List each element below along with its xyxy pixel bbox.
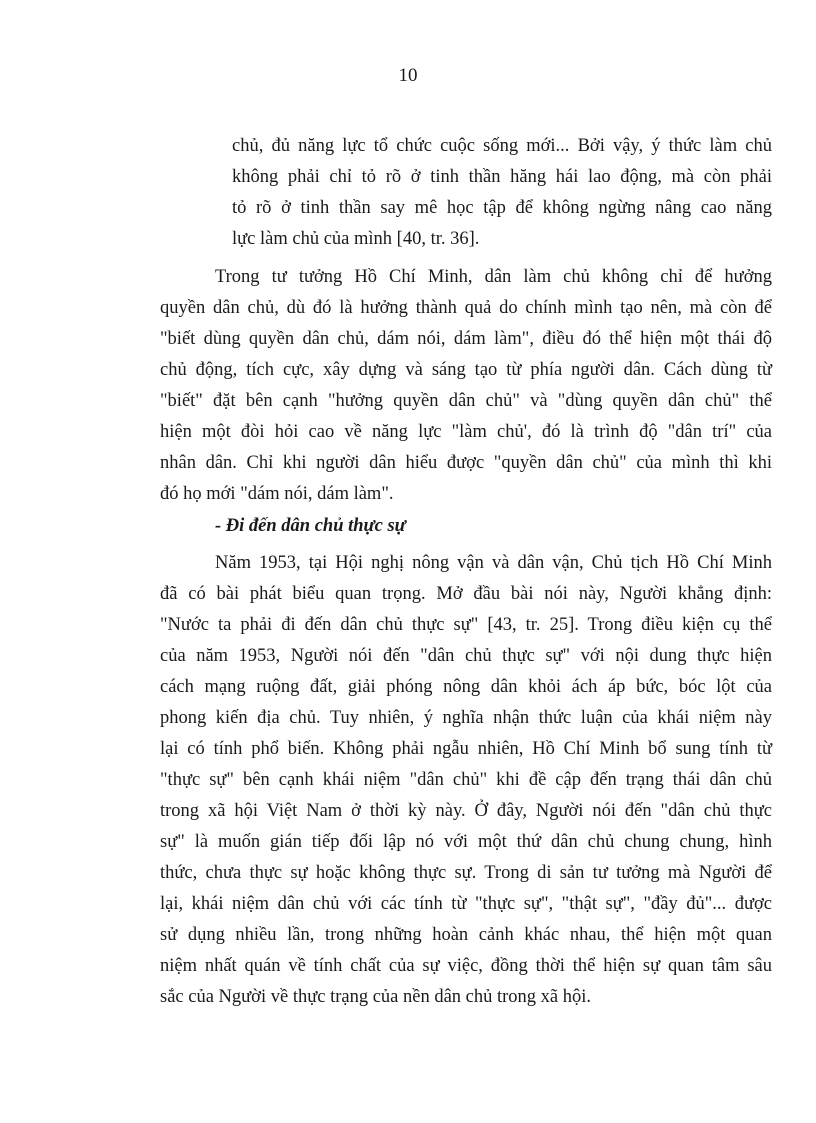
paragraph-line: "biết dùng quyền dân chủ, dám nói, dám làm", điều đó thể hiện một thái độ (160, 329, 772, 349)
paragraph-line: đó họ mới "dám nói, dám làm". (160, 484, 394, 504)
paragraph-line: "biết" đặt bên cạnh "hưởng quyền dân chủ" và "dùng quyền dân chủ" thể (160, 391, 772, 411)
paragraph-line: đã có bài phát biểu quan trọng. Mở đầu bài nói này, Người khẳng định: (160, 584, 772, 604)
quote-line: tỏ rõ ở tinh thần say mê học tập để không ngừng nâng cao năng (232, 198, 772, 218)
paragraph-line: niệm nhất quán về tính chất của sự việc, đồng thời thể hiện sự quan tâm sâu (160, 956, 772, 976)
paragraph-line: lại, khái niệm dân chủ với các tính từ "thực sự", "thật sự", "đầy đủ"... được (160, 894, 772, 914)
paragraph-line: chủ động, tích cực, xây dựng và sáng tạo từ phía người dân. Cách dùng từ (160, 360, 772, 380)
paragraph-line: hiện một đòi hỏi cao về năng lực "làm chủ', đó là trình độ "dân trí" của (160, 422, 772, 442)
quote-line: không phải chỉ tỏ rõ ở tinh thần hăng hái lao động, mà còn phải (232, 167, 772, 187)
paragraph-line: sự" là muốn gián tiếp đối lập nó với một thứ dân chủ chung chung, hình (160, 832, 772, 852)
block-quote (232, 131, 772, 255)
paragraph-line: Trong tư tưởng Hồ Chí Minh, dân làm chủ không chỉ để hưởng (215, 267, 772, 287)
paragraph-line: của năm 1953, Người nói đến "dân chủ thực sự" với nội dung thực hiện (160, 646, 772, 666)
paragraph-line: trong xã hội Việt Nam ở thời kỳ này. Ở đây, Người nói đến "dân chủ thực (160, 801, 772, 821)
paragraph-1 (160, 262, 772, 510)
paragraph-line: phong kiến địa chủ. Tuy nhiên, ý nghĩa nhận thức luận của khái niệm này (160, 708, 772, 728)
paragraph-line: Năm 1953, tại Hội nghị nông vận và dân vận, Chủ tịch Hồ Chí Minh (215, 553, 772, 573)
paragraph-line: "thực sự" bên cạnh khái niệm "dân chủ" khi đề cập đến trạng thái dân chủ (160, 770, 772, 790)
paragraph-line: lại có tính phổ biến. Không phải ngẫu nhiên, Hồ Chí Minh bổ sung tính từ (160, 739, 772, 759)
paragraph-line: nhân dân. Chỉ khi người dân hiểu được "quyền dân chủ" của mình thì khi (160, 453, 772, 473)
paragraph-line: cách mạng ruộng đất, giải phóng nông dân khỏi ách áp bức, bóc lột của (160, 677, 772, 697)
paragraph-line: thức, chưa thực sự hoặc không thực sự. Trong di sản tư tưởng mà Người để (160, 863, 772, 883)
section-heading: - Đi đến dân chủ thực sự (215, 516, 406, 536)
paragraph-2 (160, 548, 772, 1013)
paragraph-line: quyền dân chủ, dù đó là hưởng thành quả do chính mình tạo nên, mà còn để (160, 298, 772, 318)
paragraph-line: sử dụng nhiều lần, trong những hoàn cảnh khác nhau, thể hiện một quan (160, 925, 772, 945)
paragraph-line: "Nước ta phải đi đến dân chủ thực sự" [43, tr. 25]. Trong điều kiện cụ thể (160, 615, 772, 635)
page-number: 10 (398, 65, 418, 86)
paragraph-line: sắc của Người về thực trạng của nền dân chủ trong xã hội. (160, 987, 592, 1007)
quote-line: chủ, đủ năng lực tổ chức cuộc sống mới... Bởi vậy, ý thức làm chủ (232, 136, 772, 156)
quote-line: lực làm chủ của mình [40, tr. 36]. (232, 229, 480, 249)
